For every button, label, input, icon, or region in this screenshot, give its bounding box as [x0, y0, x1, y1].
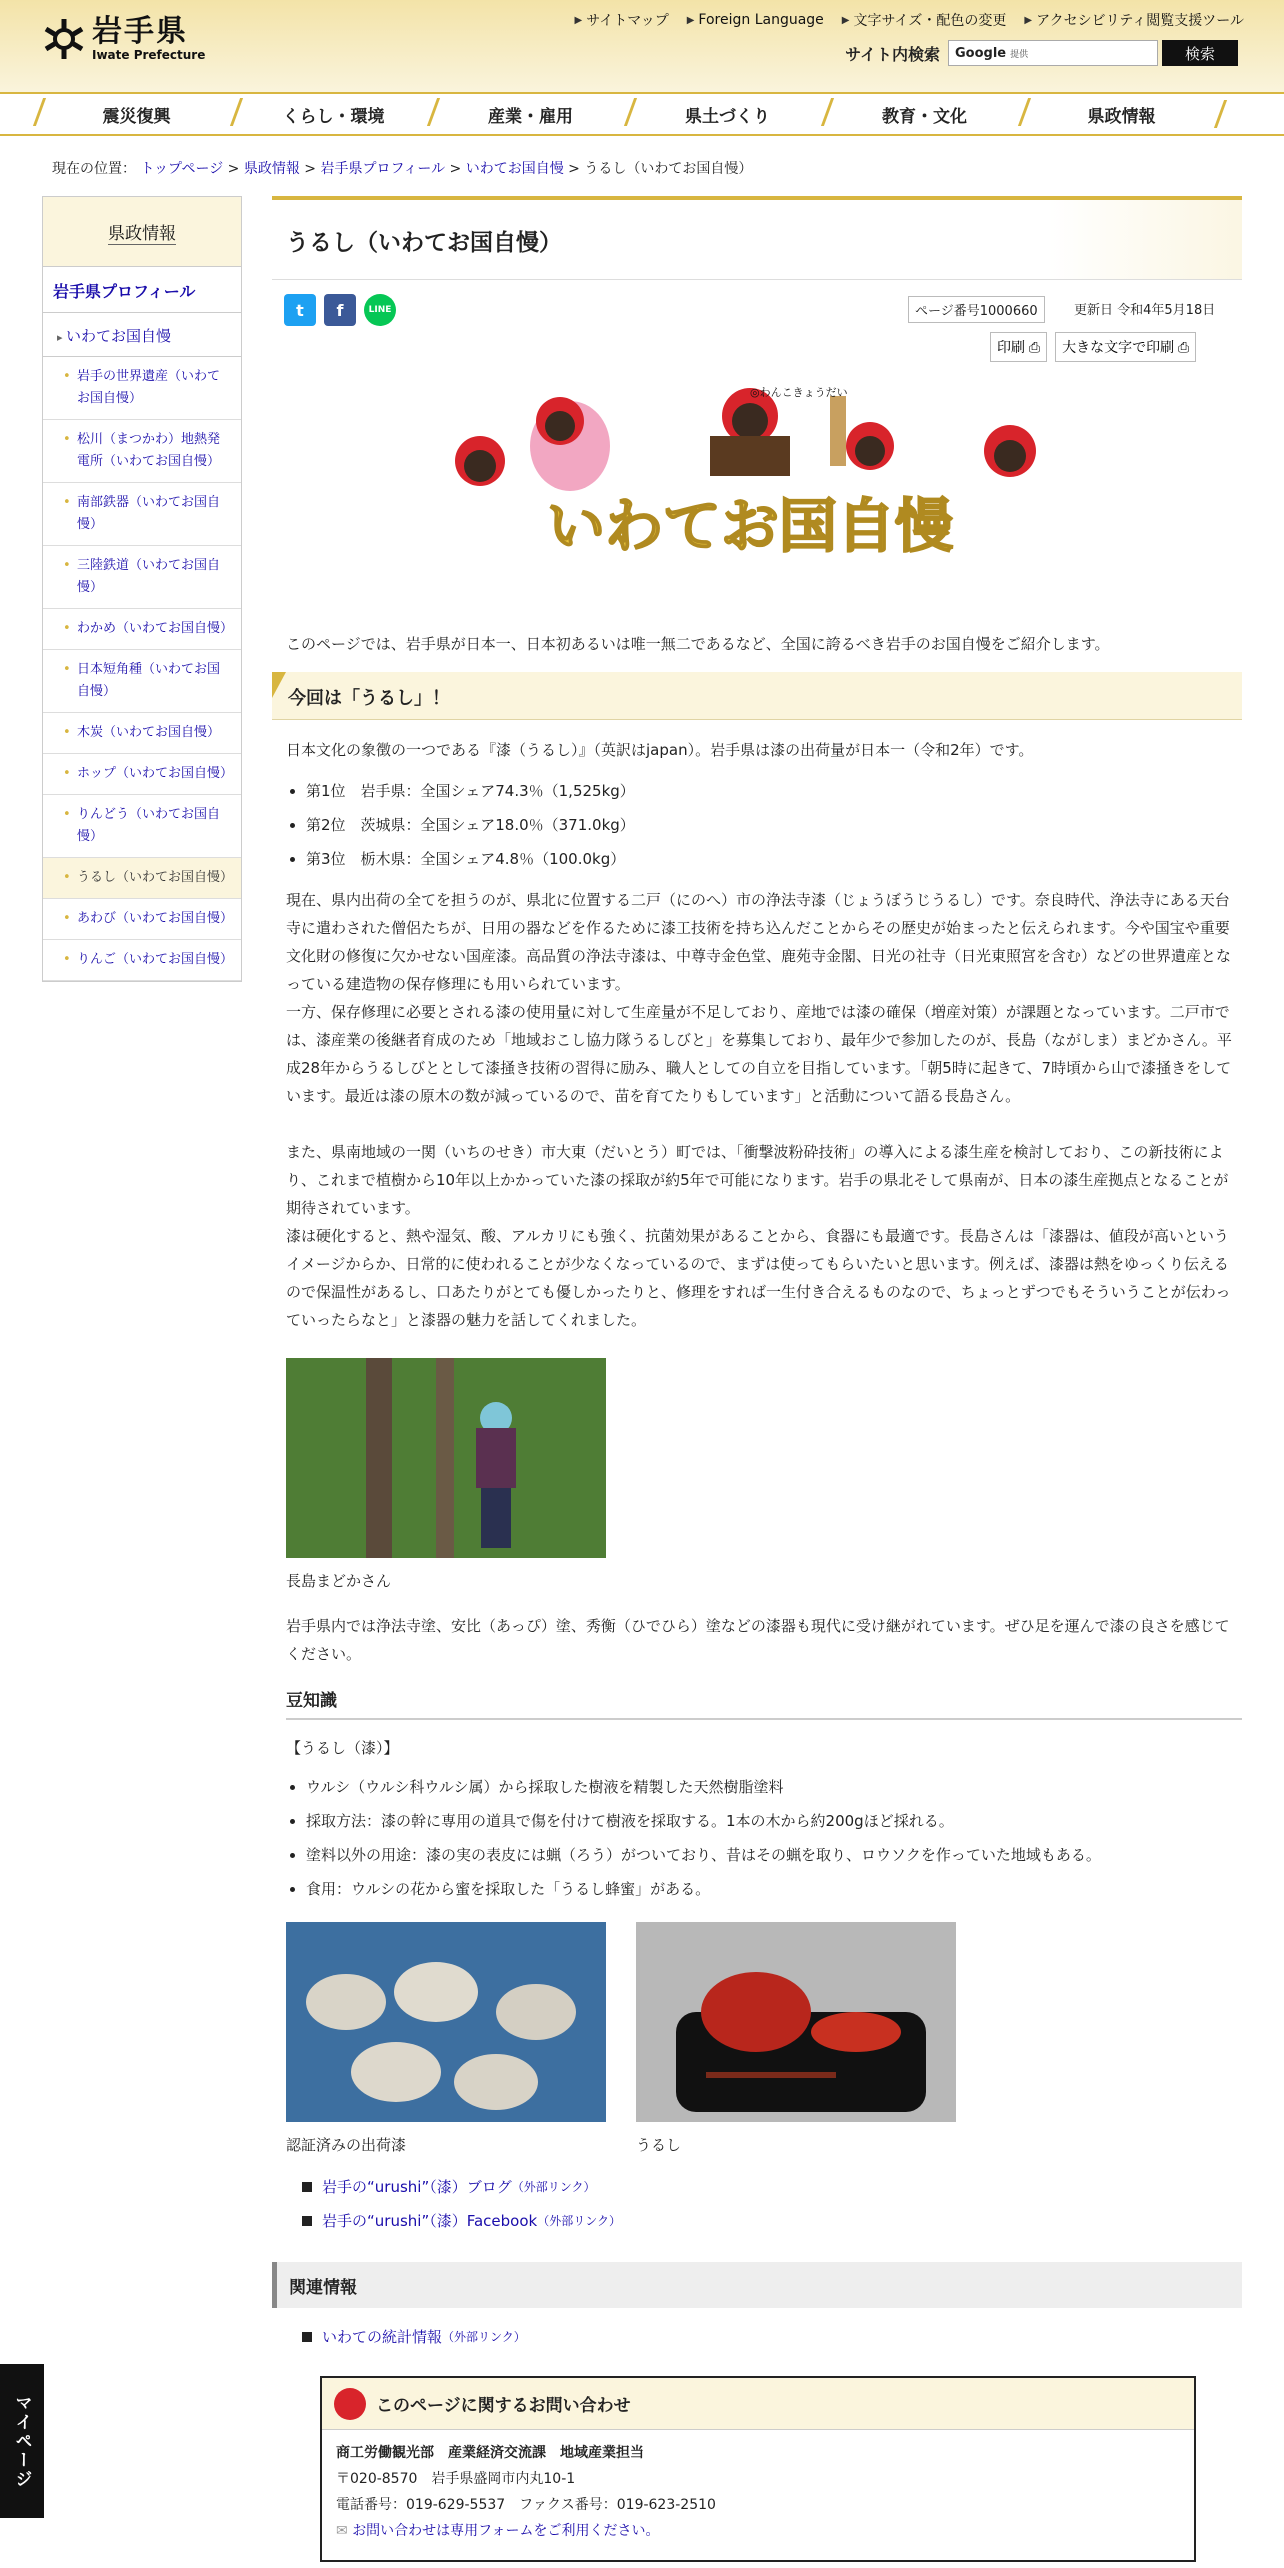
utility-links	[575, 10, 1244, 30]
trivia-item: • ウルシ（ウルシ科ウルシ属）から採取した樹液を精製した天然樹脂塗料	[306, 1770, 1101, 1804]
nav-item-government[interactable]: 県政情報	[1023, 102, 1220, 127]
search-input[interactable]	[948, 40, 1158, 66]
sidebar-item-sanriku-railway[interactable]: • 三陸鉄道（いわてお国自慢）	[43, 546, 241, 609]
ranking-list	[306, 774, 635, 876]
lead-text: 日本文化の象徴の一つである『漆（うるし）』（英訳はjapan）。岩手県は漆の出荷量が日本一（令和2年）です。	[286, 741, 1034, 759]
breadcrumb-link-pride[interactable]: いわてお国自慢	[465, 161, 564, 177]
wanko-mascot-icon	[334, 2388, 366, 2420]
contact-address: 〒020-8570 岩手県盛岡市内丸10-1	[336, 2471, 576, 2487]
sidebar-item-ringo[interactable]: • りんご（いわてお国自慢）	[43, 940, 241, 981]
nav-item-reconstruction[interactable]: 震災復興	[38, 102, 235, 127]
sidebar-item-charcoal[interactable]: • 木炭（いわてお国自慢）	[43, 713, 241, 754]
sidebar-heading[interactable]: 県政情報	[43, 197, 241, 267]
trivia-subheading: 【うるし（漆）】	[286, 1739, 399, 1757]
sidebar-item-world-heritage[interactable]: • 岩手の世界遺産（いわてお国自慢）	[43, 357, 241, 420]
body-paragraph-2: 一方、保存修理に必要とされる漆の使用量に対して生産量が不足しており、産地では漆の確保（増産対策）が課題となっています。二戸市では、漆産業の後継者育成のため「地域おこし協力隊うるしびと」を募集しており、最年少で参加したのが、長島（ながしま）まどかさん。平成28年からうるしびととして漆掻き技術の習得に励み、職人としての自立を目指しています。「朝5時に起きて、7時頃から山で漆掻きをしています。最近は漆の原木の数が減っているので、苗を育てたりもしています」と活動について語る長島さん。	[286, 1003, 1232, 1105]
print-button[interactable]: 印刷 ⎙	[990, 332, 1047, 362]
ranking-item: • 第1位 岩手県：全国シェア74.3％（1,525kg）	[306, 774, 635, 808]
page-number: ページ番号1000660	[908, 296, 1045, 323]
body-paragraph-4: 漆は硬化すると、熱や湿気、酸、アルカリにも強く、抗菌効果があることから、食器にも最適です。長島さんは「漆器は、値段が高いというイメージからか、日常的に使われることが少なくなっているので、まずは使ってもらいたいと思います。例えば、漆器は熱をゆっくり伝えるので保温性があるし、口あたりがとても優しかったりと、修理をすれば一生付き合えるものなので、ちょっとずつでもそういうことが伝わっていったらなと」と漆器の魅力を話してくれました。	[286, 1227, 1231, 1329]
photo-caption-urushi-ware: うるし	[636, 2136, 682, 2154]
photo-shipped-urushi	[286, 1922, 606, 2122]
link-urushi-blog[interactable]: 岩手の“urushi”（漆）ブログ （外部リンク）	[302, 2176, 595, 2197]
breadcrumb-prefix: 現在の位置：	[52, 161, 136, 177]
iwate-pride-banner	[430, 376, 1076, 571]
banner-title: いわてお国自慢	[546, 492, 954, 560]
nav-item-infrastructure[interactable]: 県土づくり	[629, 102, 826, 127]
trivia-heading: 豆知識	[286, 1680, 1242, 1720]
link-bullet-icon	[302, 2182, 312, 2192]
banner-credit: ◎わんこきょうだい	[750, 386, 848, 399]
main-content	[272, 196, 1242, 2539]
link-iwate-statistics[interactable]: いわての統計情報 （外部リンク）	[302, 2326, 526, 2347]
body-paragraph-5: 岩手県内では浄法寺塗、安比（あっぴ）塗、秀衡（ひでひら）塗などの漆器も現代に受け継がれています。ぜひ足を運んで漆の良さを感じてください。	[286, 1617, 1230, 1663]
photo-caption-shipped-urushi: 認証済みの出荷漆	[286, 2136, 407, 2154]
arrow-right-icon: ▶	[574, 14, 583, 26]
trivia-item: • 塗料以外の用途：漆の実の表皮には蝋（ろう）がついており、昔はその蝋を取り、ロウソクを作っていた地域もある。	[306, 1838, 1101, 1872]
nav-item-industry[interactable]: 産業・雇用	[432, 102, 629, 127]
site-header	[0, 0, 1284, 92]
util-link-text-size[interactable]: ▶ 文字サイズ・配色の変更	[841, 13, 1007, 29]
sidebar-item-awabi[interactable]: • あわび（いわてお国自慢）	[43, 899, 241, 940]
section-heading-urushi: 今回は「うるし」！	[272, 672, 1242, 720]
arrow-right-icon: ▶	[841, 14, 850, 26]
site-search	[845, 40, 1238, 66]
body-paragraph-3: また、県南地域の一関（いちのせき）市大東（だいとう）町では、「衝撃波粉砕技術」の導入による漆生産を検討しており、この新技術により、これまで植樹から10年以上かかっていた漆の採取が約5年で可能になります。岩手の県北そして県南が、日本の漆生産拠点となることが期待されています。	[286, 1143, 1229, 1217]
intro-text: このページでは、岩手県が日本一、日本初あるいは唯一無二であるなど、全国に誇るべき岩手のお国自慢をご紹介します。	[286, 635, 1110, 653]
logo-title: 岩手県	[92, 14, 188, 49]
mypage-tab[interactable]: マイページ	[0, 2364, 44, 2518]
print-buttons	[990, 332, 1196, 362]
util-link-sitemap[interactable]: ▶ サイトマップ	[574, 13, 669, 29]
ranking-item: • 第3位 栃木県：全国シェア4.8％（100.0kg）	[306, 842, 635, 876]
google-provided-label: 提供	[1010, 49, 1029, 60]
global-nav	[0, 92, 1284, 136]
sidebar-item-urushi-current: • うるし（いわてお国自慢）	[43, 858, 241, 899]
arrow-right-icon: ▶	[1024, 14, 1033, 26]
photo-nagashima	[286, 1358, 606, 1558]
share-buttons	[284, 294, 396, 326]
ranking-item: • 第2位 茨城県：全国シェア18.0％（371.0kg）	[306, 808, 635, 842]
body-paragraph-1: 現在、県内出荷の全てを担うのが、県北に位置する二戸（にのへ）市の浄法寺漆（じょうぼうじうるし）です。奈良時代、浄法寺にある天台寺に遣わされた僧侶たちが、日用の器などを作るために漆工技術を持ち込んだことからその歴史が始まったと伝えられます。今や国宝や重要文化財の修復に欠かせない国産漆。高品質の浄法寺漆は、中尊寺金色堂、鹿苑寺金閣、日光の社寺（日光東照宮を含む）などの世界遺産となっている建造物の保存修理にも用いられています。	[286, 891, 1232, 993]
link-bullet-icon	[302, 2216, 312, 2226]
sidebar	[42, 196, 242, 982]
link-urushi-facebook[interactable]: 岩手の“urushi”（漆）Facebook （外部リンク）	[302, 2210, 621, 2231]
contact-form-row[interactable]	[336, 2518, 1180, 2544]
trivia-list	[306, 1770, 1101, 1906]
related-info-heading: 関連情報	[272, 2262, 1242, 2308]
logo-subtitle: Iwate Prefecture	[92, 48, 206, 62]
nav-item-living[interactable]: くらし・環境	[235, 102, 432, 127]
util-link-accessibility[interactable]: ▶ アクセシビリティ閲覧支援ツール	[1024, 13, 1244, 29]
contact-box	[320, 2376, 1196, 2562]
prefecture-emblem-icon	[42, 17, 86, 61]
contact-heading: このページに関するお問い合わせ	[322, 2378, 1194, 2430]
search-label: サイト内検索	[845, 44, 940, 64]
sidebar-item-rindo[interactable]: • りんどう（いわてお国自慢）	[43, 795, 241, 858]
sidebar-item-wakame[interactable]: • わかめ（いわてお国自慢）	[43, 609, 241, 650]
printer-icon: ⎙	[1177, 339, 1190, 355]
nav-item-education[interactable]: 教育・文化	[826, 102, 1023, 127]
sidebar-item-tankaku[interactable]: • 日本短角種（いわてお国自慢）	[43, 650, 241, 713]
breadcrumb: 現在の位置： トップページ > 県政情報 > 岩手県プロフィール > いわてお国自慢 > うるし（いわてお国自慢）	[52, 161, 753, 177]
sidebar-item-nanbu-tekki[interactable]: • 南部鉄器（いわてお国自慢）	[43, 483, 241, 546]
contact-form-link[interactable]: お問い合わせは専用フォームをご利用ください。	[352, 2523, 660, 2539]
sidebar-item-hop[interactable]: • ホップ（いわてお国自慢）	[43, 754, 241, 795]
google-logo: Google	[955, 45, 1007, 61]
contact-department: 商工労働観光部 産業経済交流課 地域産業担当	[336, 2445, 644, 2461]
photo-urushi-ware	[636, 1922, 956, 2122]
link-bullet-icon	[302, 2332, 312, 2342]
sidebar-item-profile[interactable]: 岩手県プロフィール	[43, 267, 241, 313]
breadcrumb-link-government[interactable]: 県政情報	[243, 161, 300, 177]
line-share-icon[interactable]: LINE	[364, 294, 396, 326]
search-button[interactable]: 検索	[1162, 40, 1238, 66]
breadcrumb-link-profile[interactable]: 岩手県プロフィール	[320, 161, 446, 177]
contact-phone: 電話番号：019-629-5537 ファクス番号：019-623-2510	[336, 2497, 716, 2513]
trivia-item: • 食用：ウルシの花から蜜を採取した「うるし蜂蜜」がある。	[306, 1872, 1101, 1906]
page-title: うるし（いわてお国自慢）	[286, 230, 562, 256]
facebook-share-icon[interactable]: f	[324, 294, 356, 326]
photo-caption-nagashima: 長島まどかさん	[286, 1572, 392, 1590]
site-logo[interactable]	[42, 16, 205, 62]
printer-icon: ⎙	[1028, 339, 1041, 355]
twitter-share-icon[interactable]: t	[284, 294, 316, 326]
mail-icon: ✉	[336, 2523, 348, 2539]
arrow-right-icon: ▶	[686, 14, 695, 26]
page-title-bar	[272, 196, 1242, 280]
print-large-button[interactable]: 大きな文字で印刷 ⎙	[1055, 332, 1196, 362]
updated-date: 更新日 令和4年5月18日	[1074, 303, 1216, 318]
util-link-foreign-language[interactable]: ▶ Foreign Language	[686, 12, 824, 28]
breadcrumb-current: うるし（いわてお国自慢）	[584, 161, 753, 177]
trivia-item: • 採取方法：漆の幹に専用の道具で傷を付けて樹液を採取する。1本の木から約200gほど採れる。	[306, 1804, 1101, 1838]
sidebar-item-matsukawa[interactable]: • 松川（まつかわ）地熱発電所（いわてお国自慢）	[43, 420, 241, 483]
sidebar-item-pride[interactable]: ▸ いわてお国自慢	[43, 313, 241, 357]
breadcrumb-link-top[interactable]: トップページ	[140, 161, 224, 177]
